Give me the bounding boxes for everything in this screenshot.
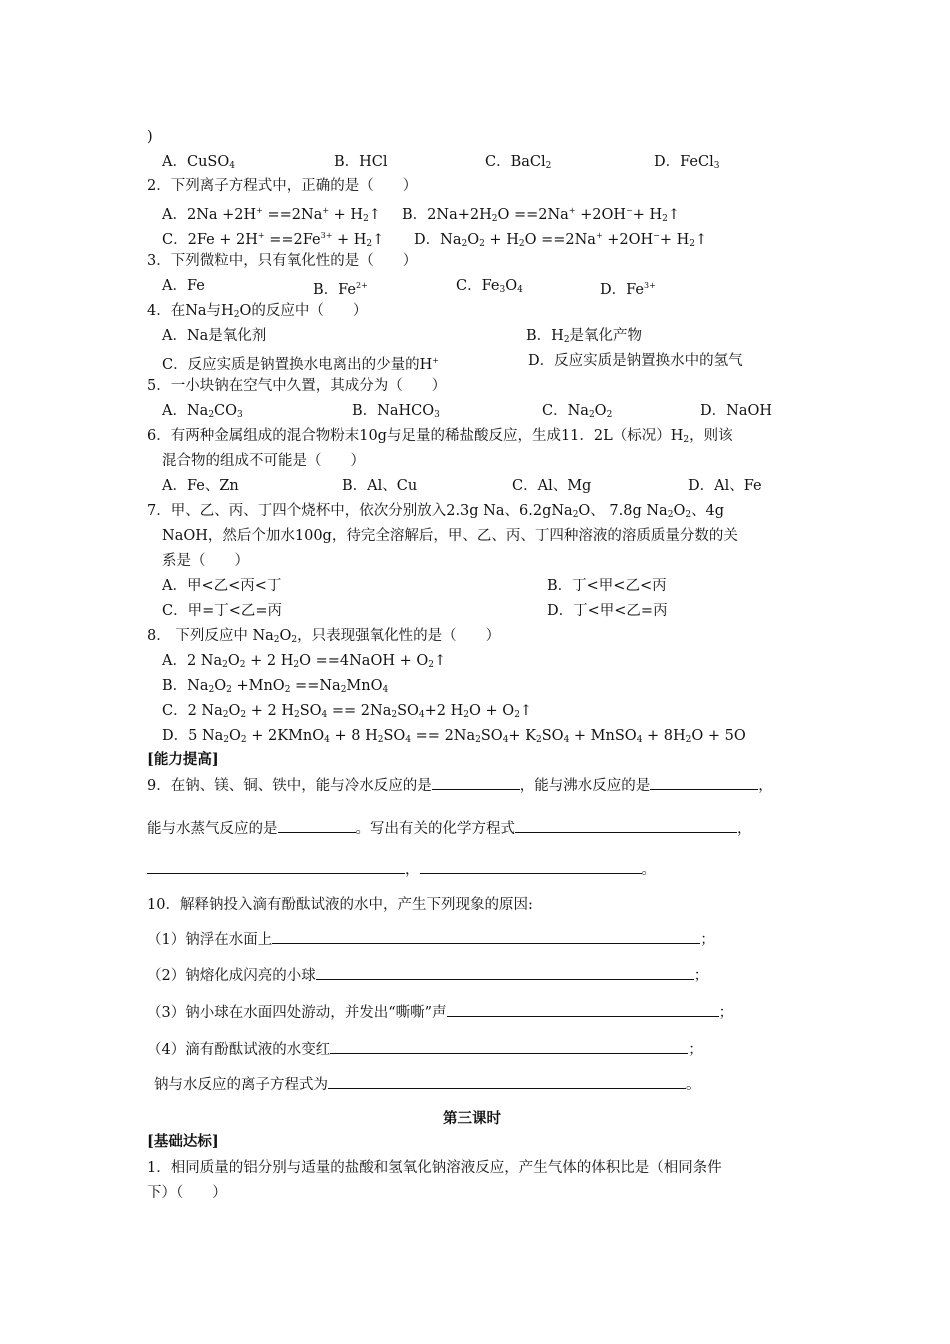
q3-stem: 3．下列微粒中，只有氧化性的是（ ） (147, 253, 418, 269)
q9-blank-equation-2[interactable] (147, 860, 405, 874)
q8-option-a: A．2 $Na_2O_2 + 2$ $H_2O$ ==4NaOH + $O_2↑$ (162, 653, 447, 670)
q8-option-d: D．5 $Na_2O_2$ + 2KMnO$_4$ + 8 $H_2SO_4 == 2Na_2SO_4+ K_2SO_4$ + MnSO$_4$ + $8H_2O + 5O$ (162, 728, 746, 745)
l3-q1-line2: 下）（ ） (147, 1185, 227, 1201)
q4-option-b: B．$H_2$是氧化产物 (526, 328, 643, 345)
q8-stem: 8． 下列反应中 $Na_2O_2$，只表现强氧化性的是（ ） (147, 628, 501, 645)
q10-blank-1[interactable] (272, 930, 700, 944)
q7-stem-line2: NaOH，然后个加水100g，待完全溶解后，甲、乙、丙、丁四种溶液的溶质质量分数的关 (162, 528, 738, 544)
q6-stem-line1: 6．有两种金属组成的混合物粉末10g与足量的稀盐酸反应，生成11．2L（标况）$H_2$，则该 (147, 428, 733, 445)
q5-stem: 5．一小块钠在空气中久置，其成分为（ ） (147, 378, 447, 394)
section-ability-heading: [能力提高] (147, 751, 219, 768)
q10-item-1: （1）钠浮在水面上 ； (147, 932, 715, 948)
q1-option-b: B．HCl (334, 154, 388, 170)
q7-option-c: C．甲=丁<乙=丙 (162, 603, 283, 619)
q9-blank-equation-1[interactable] (515, 819, 737, 833)
q4-option-d: D．反应实质是钠置换水中的氢气 (528, 353, 743, 369)
q5-option-a: A．$Na_2CO_3$ (162, 403, 243, 420)
q5-option-b: B．NaHCO$_3$ (352, 403, 440, 420)
q8-option-c: C．2 $Na_2O_2 + 2$ $H_2SO_4 == 2Na_2SO_4+2$ $H_2O$ + $O_2↑$ (162, 703, 533, 720)
q2-option-b: B．$2Na+2H_2O ==2Na^+ +2OH^-+$ $H_2↑$ (402, 206, 681, 224)
q10-blank-ion-equation[interactable] (328, 1075, 686, 1089)
l3-q1-line1: 1．相同质量的铝分别与适量的盐酸和氢氧化钠溶液反应，产生气体的体积比是（相同条件 (147, 1160, 722, 1176)
q6-option-d: D．Al、Fe (688, 478, 762, 494)
q5-option-c: C．$Na_2O_2$ (542, 403, 613, 420)
q10-blank-4[interactable] (330, 1040, 688, 1054)
q10-stem: 10．解释钠投入滴有酚酞试液的水中，产生下列现象的原因: (147, 897, 533, 913)
q2-option-c: C．$2Fe + 2H^+ ==2Fe^{3+}$ + $H_2↑$ (162, 231, 385, 249)
q3-option-c: C．$Fe_3O_4$ (456, 278, 523, 295)
q7-stem-line3: 系是（ ） (162, 553, 249, 569)
q3-option-d: D．$Fe^{3+}$ (600, 281, 656, 298)
q10-item-3: （3）钠小球在水面四处游动，并发出“嘶嘶”声 ； (147, 1005, 734, 1021)
q4-option-c: C．反应实质是钠置换水电离出的少量的H+ (162, 356, 439, 373)
q10-item-4: （4）滴有酚酞试液的水变红 ； (147, 1042, 703, 1058)
q9-line2: 能与水蒸气反应的是 。写出有关的化学方程式 ， (147, 821, 752, 837)
q7-option-a: A．甲<乙<丙<丁 (162, 578, 282, 594)
q2-option-a: A．$2Na +2H^+ ==2Na^+ + H_2↑$ (162, 206, 381, 224)
lesson-3-title: 第三课时 (443, 1110, 501, 1127)
q2-option-d: D．$Na_2O_2 + H_2O ==2Na^+ +2OH^-+$ $H_2↑$ (414, 231, 708, 249)
q6-option-b: B．Al、Cu (342, 478, 418, 494)
q9-line1: 9．在钠、镁、铜、铁中，能与冷水反应的是 ，能与沸水反应的是 ， (147, 778, 773, 794)
q6-option-c: C．Al、Mg (512, 478, 592, 494)
q9-blank-boiling-water[interactable] (650, 776, 758, 790)
q8-option-b: B．$Na_2O_2 +MnO_2 ==Na_2MnO_4$ (162, 678, 389, 695)
q10-blank-3[interactable] (447, 1003, 719, 1017)
q9-blank-steam[interactable] (278, 819, 356, 833)
q10-item-2: （2）钠熔化成闪亮的小球 ； (147, 968, 709, 984)
q5-option-d: D．NaOH (700, 403, 772, 419)
q9-blank-cold-water[interactable] (432, 776, 520, 790)
q1-option-d: D．FeCl$_3$ (654, 154, 720, 171)
q4-stem: 4．在Na与$H_2O$的反应中（ ） (147, 303, 368, 320)
q7-option-b: B．丁<甲<乙<丙 (547, 578, 667, 594)
q6-option-a: A．Fe、Zn (162, 478, 239, 494)
q1-stem-tail: ) (147, 129, 153, 145)
q9-line3: ， 。 (147, 860, 656, 879)
q6-stem-line2: 混合物的组成不可能是（ ） (162, 453, 365, 469)
q1-option-c: C．BaCl$_2$ (485, 154, 552, 171)
q7-stem-line1: 7．甲、乙、丙、丁四个烧杯中，依次分别放入2.3g Na、6.2gNa$_2$O、 7.8g $Na_2O_2$、4g (147, 503, 725, 520)
section-basic-heading: [基础达标] (147, 1133, 219, 1150)
q3-option-a: A．Fe (162, 278, 205, 294)
q9-blank-equation-3[interactable] (420, 860, 642, 874)
q10-blank-2[interactable] (316, 966, 694, 980)
q4-option-a: A．Na是氧化剂 (162, 328, 267, 344)
q10-ion-equation: 钠与水反应的离子方程式为 。 (154, 1077, 701, 1093)
q2-stem: 2．下列离子方程式中，正确的是（ ） (147, 178, 418, 194)
q1-option-a: A．CuSO$_4$ (162, 154, 235, 171)
q7-option-d: D．丁<甲<乙=丙 (547, 603, 668, 619)
q3-option-b: B．$Fe^{2+}$ (313, 281, 368, 298)
